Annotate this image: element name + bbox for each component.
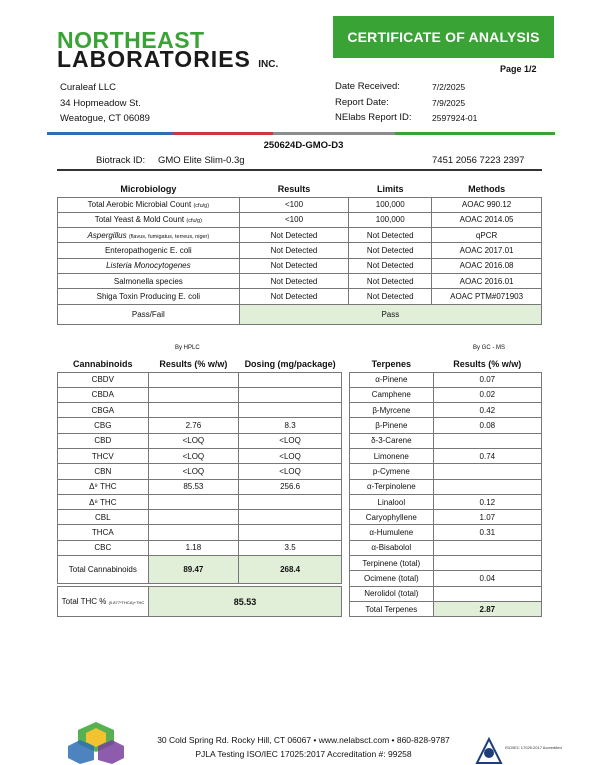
table-row — [350, 479, 542, 494]
cannabinoid-name: CBDA — [58, 387, 149, 402]
micro-test-name: Shiga Toxin Producing E. coli — [58, 289, 240, 304]
terpene-result — [433, 586, 541, 601]
cannabinoid-name: THCV — [58, 448, 149, 463]
terpene-result: 0.74 — [433, 448, 541, 463]
cannabinoid-dose: <LOQ — [239, 464, 342, 479]
micro-test-name: Listeria Monocytogenes — [58, 258, 240, 273]
cannabinoid-result — [148, 525, 239, 540]
total-cannabinoids-row — [58, 556, 342, 584]
report-date-value: 7/9/2025 — [432, 97, 466, 108]
micro-method: qPCR — [432, 228, 542, 243]
cannabinoid-dose — [239, 372, 342, 387]
micro-method: AOAC 2014.05 — [432, 212, 542, 227]
cannabinoid-name: CBDV — [58, 372, 149, 387]
micro-limit: Not Detected — [349, 243, 432, 258]
terpene-result: 0.02 — [433, 387, 541, 402]
total-terpenes-label: Total Terpenes — [350, 601, 434, 616]
biotrack-label: Biotrack ID: — [96, 155, 146, 166]
terpene-name: Camphene — [350, 387, 434, 402]
terpene-name: Linalool — [350, 494, 434, 509]
cannabinoid-result — [148, 387, 239, 402]
terpene-result — [433, 540, 541, 555]
terpene-result: 0.31 — [433, 525, 541, 540]
table-row — [350, 571, 542, 586]
cannabinoid-dose: 256.6 — [239, 479, 342, 494]
cannabinoid-name: Δ⁸ THC — [58, 494, 149, 509]
micro-method: AOAC 2016.08 — [432, 258, 542, 273]
table-row — [58, 243, 542, 258]
terpene-name: Limonene — [350, 448, 434, 463]
total-cannabinoids-label: Total Cannabinoids — [58, 556, 149, 584]
table-row — [58, 479, 342, 494]
cannabinoid-dose — [239, 387, 342, 402]
table-row — [58, 510, 342, 525]
client-city: Weatogue, CT 06089 — [60, 113, 150, 124]
logo-line-1: NORTHEAST — [57, 27, 205, 53]
terpene-result: 0.07 — [433, 372, 541, 387]
report-meta-labels — [335, 79, 412, 126]
table-row — [58, 403, 342, 418]
pass-fail-row — [58, 304, 542, 324]
total-terpenes-row — [350, 601, 542, 616]
total-cannabinoids-result: 89.47 — [148, 556, 239, 584]
terpene-result — [433, 479, 541, 494]
total-thc-label: Total THC % (0.877*THCA)+THC — [58, 587, 149, 617]
document-title: CERTIFICATE OF ANALYSIS — [347, 29, 540, 45]
divider-segment — [47, 132, 173, 135]
terpene-result: 1.07 — [433, 510, 541, 525]
micro-limit: Not Detected — [349, 228, 432, 243]
canna-header-results: Results (% w/w) — [159, 359, 228, 370]
cannabinoid-dose — [239, 403, 342, 418]
total-thc-table — [57, 586, 342, 617]
micro-method: AOAC 2016.01 — [432, 273, 542, 288]
cannabinoid-result — [148, 510, 239, 525]
total-thc-row — [58, 587, 342, 617]
divider-segment — [273, 132, 395, 135]
table-row — [58, 494, 342, 509]
table-row — [350, 540, 542, 555]
cannabinoid-dose — [239, 494, 342, 509]
table-row — [58, 433, 342, 448]
micro-header-methods: Methods — [468, 184, 506, 195]
cannabinoid-name: CBC — [58, 540, 149, 555]
table-row — [58, 273, 542, 288]
table-row — [58, 387, 342, 402]
terpene-name: β-Pinene — [350, 418, 434, 433]
micro-method: AOAC 2017.01 — [432, 243, 542, 258]
gcms-note: By GC - MS — [473, 345, 506, 351]
canna-header-name: Cannabinoids — [73, 359, 133, 370]
terpene-name: α-Humulene — [350, 525, 434, 540]
logo-word: LABORATORIES — [57, 46, 251, 72]
total-thc-value: 85.53 — [148, 587, 341, 617]
canna-header-dosing: Dosing (mg/package) — [244, 359, 336, 370]
terpene-result: 0.42 — [433, 403, 541, 418]
terpenes-table — [349, 357, 542, 617]
micro-header-results: Results — [277, 184, 311, 195]
cannabinoid-dose — [239, 510, 342, 525]
table-row — [58, 258, 542, 273]
report-meta-values — [432, 80, 477, 127]
table-row — [350, 387, 542, 402]
logo-line-2 — [57, 46, 278, 73]
micro-header-limits: Limits — [376, 184, 404, 195]
micro-result: Not Detected — [239, 289, 349, 304]
terpene-result: 0.04 — [433, 571, 541, 586]
table-row — [350, 525, 542, 540]
table-row — [58, 197, 542, 212]
client-street: 34 Hopmeadow St. — [60, 97, 141, 109]
cannabinoid-name: Δ⁹ THC — [58, 479, 149, 494]
terpene-result: 0.12 — [433, 494, 541, 509]
table-row — [350, 433, 542, 448]
cannabinoid-dose: 8.3 — [239, 418, 342, 433]
cannabinoid-result: <LOQ — [148, 448, 239, 463]
micro-result: Not Detected — [239, 228, 349, 243]
terpene-name: α-Pinene — [350, 372, 434, 387]
microbiology-table — [57, 182, 542, 325]
divider-segment — [173, 132, 273, 135]
table-row — [350, 494, 542, 509]
cannabinoid-name: CBN — [58, 464, 149, 479]
table-row — [350, 372, 542, 387]
terpene-name: Ocimene (total) — [350, 571, 434, 586]
micro-test-name: Total Yeast & Mold Count (cfu/g) — [58, 212, 240, 227]
report-date-label: Report Date: — [335, 96, 389, 108]
micro-method: AOAC 990.12 — [432, 197, 542, 212]
cannabinoid-result — [148, 372, 239, 387]
micro-test-name: Total Aerobic Microbial Count (cfu/g) — [58, 197, 240, 212]
terpene-name: Caryophyllene — [350, 510, 434, 525]
pass-fail-label: Pass/Fail — [58, 304, 240, 324]
client-name: Curaleaf LLC — [60, 82, 116, 93]
section-divider — [57, 169, 542, 171]
micro-result: <100 — [239, 212, 349, 227]
terpene-name: p-Cymene — [350, 464, 434, 479]
table-row — [58, 525, 342, 540]
product-name: GMO Elite Slim-0.3g — [158, 155, 245, 166]
report-id-label: NElabs Report ID: — [335, 112, 412, 123]
total-terpenes-value: 2.87 — [433, 601, 541, 616]
pass-fail-value: Pass — [239, 304, 541, 324]
micro-result: Not Detected — [239, 258, 349, 273]
table-row — [350, 418, 542, 433]
micro-limit: Not Detected — [349, 289, 432, 304]
logo-inc: INC. — [258, 59, 279, 70]
cannabinoid-name: CBGA — [58, 403, 149, 418]
table-row — [58, 464, 342, 479]
cannabinoid-result — [148, 494, 239, 509]
iso-accreditation-text: ISO/IEC 17025:2017 Accredited — [505, 745, 562, 750]
micro-result: <100 — [239, 197, 349, 212]
micro-limit: 100,000 — [349, 197, 432, 212]
terpene-result: 0.08 — [433, 418, 541, 433]
total-cannabinoids-dose: 268.4 — [239, 556, 342, 584]
micro-test-name: Salmonella species — [58, 273, 240, 288]
divider-segment — [395, 132, 555, 135]
terpene-result — [433, 556, 541, 571]
iso-accreditation-icon — [475, 735, 562, 765]
table-row — [350, 510, 542, 525]
table-row — [58, 289, 542, 304]
micro-test-name: Aspergillus (flavus, fumigatus, terreus, niger) — [58, 228, 240, 243]
micro-limit: Not Detected — [349, 273, 432, 288]
cannabinoid-dose — [239, 525, 342, 540]
table-row — [58, 418, 342, 433]
cannabinoid-dose: <LOQ — [239, 448, 342, 463]
micro-limit: 100,000 — [349, 212, 432, 227]
micro-header-name: Microbiology — [120, 184, 177, 195]
terpene-name: δ-3-Carene — [350, 433, 434, 448]
table-row — [58, 540, 342, 555]
client-address — [60, 80, 150, 127]
cannabinoid-name: CBG — [58, 418, 149, 433]
micro-method: AOAC PTM#071903 — [432, 289, 542, 304]
cannabinoid-name: CBL — [58, 510, 149, 525]
micro-limit: Not Detected — [349, 258, 432, 273]
cannabinoid-dose: <LOQ — [239, 433, 342, 448]
footer-accreditation: PJLA Testing ISO/IEC 17025:2017 Accreditation #: 99258 — [195, 749, 412, 759]
cannabinoid-result: 2.76 — [148, 418, 239, 433]
cannabinoid-name: CBD — [58, 433, 149, 448]
table-row — [58, 228, 542, 243]
terpene-name: Terpinene (total) — [350, 556, 434, 571]
cannabinoid-result: <LOQ — [148, 433, 239, 448]
page-number: Page 1/2 — [500, 64, 537, 74]
table-row — [58, 212, 542, 227]
cannabinoid-result: 85.53 — [148, 479, 239, 494]
terpene-result — [433, 433, 541, 448]
terp-header-name: Terpenes — [371, 359, 411, 370]
cannabinoids-table — [57, 357, 342, 584]
terpene-result — [433, 464, 541, 479]
hplc-note: By HPLC — [175, 345, 200, 351]
table-row — [350, 556, 542, 571]
cannabinoid-dose: 3.5 — [239, 540, 342, 555]
document-title-banner — [333, 16, 554, 58]
table-row — [350, 586, 542, 601]
cannabinoid-result — [148, 403, 239, 418]
date-received-value: 7/2/2025 — [432, 82, 466, 92]
table-row — [350, 403, 542, 418]
biotrack-number: 7451 2056 7223 2397 — [432, 155, 525, 166]
micro-result: Not Detected — [239, 273, 349, 288]
table-row — [350, 464, 542, 479]
footer-address: 30 Cold Spring Rd. Rocky Hill, CT 06067 • www.nelabsct.com • 860-828-9787 — [157, 735, 450, 745]
table-row — [350, 448, 542, 463]
cannabinoid-name: THCA — [58, 525, 149, 540]
terpene-name: Nerolidol (total) — [350, 586, 434, 601]
terp-header-results: Results (% w/w) — [453, 359, 522, 370]
cannabinoid-result: <LOQ — [148, 464, 239, 479]
cannabinoid-result: 1.18 — [148, 540, 239, 555]
report-id-value: 2597924-01 — [432, 113, 478, 123]
micro-result: Not Detected — [239, 243, 349, 258]
terpene-name: α-Bisabolol — [350, 540, 434, 555]
table-row — [58, 372, 342, 387]
table-row — [58, 448, 342, 463]
sample-id: 250624D-GMO-D3 — [263, 140, 344, 151]
terpene-name: α-Terpinolene — [350, 479, 434, 494]
date-received-label: Date Received: — [335, 81, 400, 92]
micro-test-name: Enteropathogenic E. coli — [58, 243, 240, 258]
terpene-name: β-Myrcene — [350, 403, 434, 418]
